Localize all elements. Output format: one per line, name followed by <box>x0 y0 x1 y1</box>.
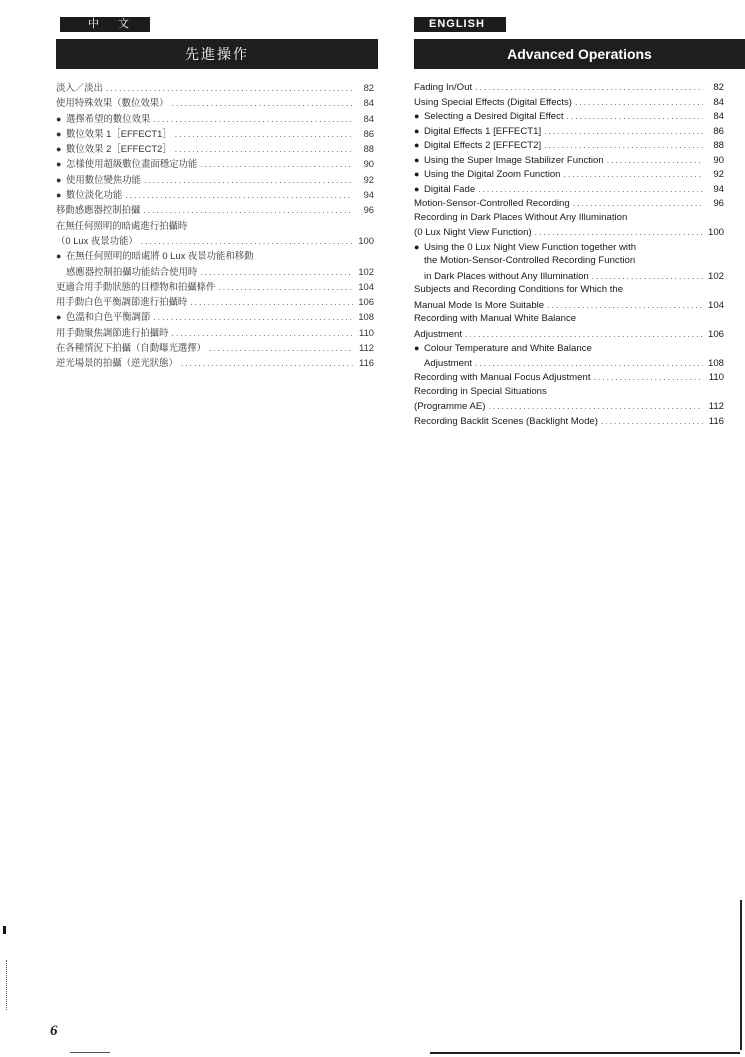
dot-leader <box>564 167 703 182</box>
toc-entry-title: 逆光場景的拍攝（逆光狀態） <box>56 357 178 369</box>
toc-entry-page: 106 <box>358 296 374 308</box>
dot-leader <box>475 80 703 95</box>
toc-entry-title: 淡入／淡出 <box>56 82 103 93</box>
toc-entry-title: Using the 0 Lux Night View Function together with <box>424 241 637 253</box>
toc-entry[interactable] <box>414 414 724 429</box>
dot-leader <box>594 370 703 385</box>
toc-entry-page: 92 <box>713 169 724 180</box>
toc-entry[interactable] <box>414 399 724 414</box>
dot-leader <box>175 127 353 142</box>
toc-entry[interactable] <box>56 248 374 263</box>
toc-entry-page: 102 <box>358 265 374 277</box>
dot-leader <box>181 356 353 371</box>
page-edge-line <box>740 900 742 1050</box>
toc-entry[interactable] <box>414 385 724 400</box>
toc-entry[interactable] <box>414 80 724 95</box>
toc-entry-title: Digital Effects 1 [EFFECT1] <box>424 125 542 137</box>
toc-entry-page: 108 <box>707 357 724 369</box>
toc-entry[interactable] <box>56 187 374 202</box>
bullet-icon: ● <box>414 154 420 165</box>
toc-entry-title: 使用數位變焦功能 <box>66 173 142 185</box>
toc-entry[interactable] <box>56 279 374 294</box>
dot-leader <box>547 298 703 313</box>
toc-entry-page: 86 <box>713 125 724 137</box>
toc-entry-page: 86 <box>363 127 374 139</box>
section-header-chinese: 先進操作 <box>56 39 378 69</box>
table-of-contents-english <box>414 80 724 428</box>
toc-entry-title: 數位淡化功能 <box>66 189 123 201</box>
page-number: 6 <box>50 1023 58 1039</box>
toc-entry[interactable] <box>414 138 724 153</box>
toc-entry-page: 106 <box>707 328 724 340</box>
toc-entry[interactable] <box>414 269 724 284</box>
dot-leader <box>218 280 353 295</box>
toc-entry-page: 84 <box>713 96 724 108</box>
dot-leader <box>144 173 353 188</box>
bullet-icon: ● <box>56 190 62 201</box>
toc-entry-title: 移動感應器控制拍攝 <box>56 204 141 216</box>
dot-leader <box>573 196 703 211</box>
toc-entry-title: 色溫和白色平衡調節 <box>66 311 151 323</box>
toc-entry-title: 使用特殊效果（數位效果） <box>56 97 169 109</box>
toc-entry-page: 96 <box>713 198 724 209</box>
toc-entry-title: 數位效果 2［EFFECT2］ <box>66 143 172 155</box>
language-tab-chinese: 中 文 <box>60 17 150 32</box>
bottom-rule-left <box>70 1052 110 1053</box>
toc-entry[interactable] <box>414 283 724 298</box>
toc-entry-title: Recording with Manual White Balance <box>414 313 577 324</box>
toc-entry[interactable] <box>414 341 724 356</box>
toc-entry-title: Recording in Dark Places Without Any Illumination <box>414 211 628 223</box>
toc-entry-page: 84 <box>713 111 724 122</box>
toc-entry-page: 82 <box>713 82 724 93</box>
toc-entry-title: 在無任何照明的暗處進行拍攝時 <box>56 219 188 231</box>
toc-entry-page: 90 <box>363 158 374 170</box>
toc-entry-title: Selecting a Desired Digital Effect <box>424 111 564 122</box>
toc-entry-title: 用手動聚焦調節進行拍攝時 <box>56 326 169 338</box>
toc-entry-title: Adjustment <box>424 357 472 369</box>
dot-leader <box>209 341 353 356</box>
toc-entry-page: 102 <box>707 270 724 282</box>
toc-entry-page: 116 <box>359 357 374 369</box>
toc-entry[interactable] <box>56 294 374 309</box>
bullet-icon: ● <box>414 241 420 252</box>
toc-entry-title: Using the Super Image Stabilizer Function <box>424 154 604 166</box>
toc-entry-page: 94 <box>713 183 724 195</box>
bullet-icon: ● <box>414 169 420 179</box>
table-of-contents-chinese <box>56 80 374 371</box>
toc-entry-title: 更適合用手動狀態的目標物和拍攝條件 <box>56 280 216 292</box>
toc-entry[interactable] <box>414 370 724 385</box>
bullet-icon: ● <box>56 128 62 139</box>
dot-leader <box>153 310 353 325</box>
toc-entry-title: Motion-Sensor-Controlled Recording <box>414 198 570 209</box>
dot-leader <box>200 157 353 172</box>
language-tab-english: ENGLISH <box>414 17 506 32</box>
bullet-icon: ● <box>414 140 420 150</box>
toc-entry-page: 94 <box>363 189 374 201</box>
dot-leader <box>106 81 353 96</box>
toc-entry-title: 數位效果 1［EFFECT1］ <box>66 127 172 139</box>
toc-entry[interactable] <box>56 111 374 126</box>
toc-entry-page: 112 <box>708 401 724 412</box>
toc-entry-page: 112 <box>359 342 374 354</box>
bottom-rule <box>430 1052 740 1054</box>
toc-entry-title: （0 Lux 夜景功能） <box>56 234 138 246</box>
dot-leader <box>575 95 703 110</box>
toc-entry-title: Manual Mode Is More Suitable <box>414 299 545 311</box>
toc-entry-title: in Dark Places without Any Illumination <box>424 270 589 282</box>
dot-leader <box>125 188 353 203</box>
toc-entry[interactable] <box>56 80 374 95</box>
toc-entry[interactable] <box>414 298 724 313</box>
dot-leader <box>567 109 703 124</box>
bullet-icon: ● <box>56 251 62 262</box>
toc-entry-page: 104 <box>707 299 724 311</box>
bullet-icon: ● <box>414 125 420 136</box>
toc-entry[interactable] <box>56 95 374 110</box>
dot-leader <box>535 225 703 240</box>
dot-leader <box>475 356 703 371</box>
toc-entry-title: 在各種情況下拍攝（自動曝光選擇） <box>56 342 207 354</box>
toc-entry[interactable] <box>56 355 374 370</box>
bullet-icon: ● <box>56 144 62 155</box>
toc-entry[interactable] <box>414 327 724 342</box>
toc-entry[interactable] <box>414 225 724 240</box>
toc-entry-title: Colour Temperature and White Balance <box>424 343 592 354</box>
toc-entry[interactable] <box>56 126 374 141</box>
toc-entry-title: Digital Fade <box>424 183 476 195</box>
bullet-icon: ● <box>414 343 420 353</box>
toc-entry[interactable] <box>56 264 374 279</box>
dot-leader <box>190 295 353 310</box>
dot-leader <box>153 112 353 127</box>
margin-dotted-line <box>6 960 8 1010</box>
toc-entry[interactable] <box>414 254 724 269</box>
toc-entry-page: 92 <box>363 173 374 185</box>
toc-entry-page: 100 <box>707 227 724 238</box>
toc-entry-title: Using the Digital Zoom Function <box>424 169 561 180</box>
toc-entry[interactable] <box>414 196 724 211</box>
toc-entry[interactable] <box>56 141 374 156</box>
toc-entry-title: 在無任何照明的暗處將 0 Lux 夜景功能和移動 <box>66 250 254 262</box>
toc-entry-title: 選擇希望的數位效果 <box>66 112 151 124</box>
toc-entry-title: Recording in Special Situations <box>414 385 547 397</box>
dot-leader <box>175 142 353 157</box>
toc-entry[interactable] <box>414 312 724 327</box>
toc-entry-page: 84 <box>363 112 374 124</box>
toc-entry[interactable] <box>414 356 724 371</box>
dot-leader <box>478 182 703 197</box>
toc-entry[interactable] <box>414 211 724 226</box>
toc-entry-title: Digital Effects 2 [EFFECT2] <box>424 140 542 151</box>
toc-entry-title: (0 Lux Night View Function) <box>414 227 532 238</box>
toc-entry-page: 82 <box>363 82 374 93</box>
toc-entry[interactable] <box>414 153 724 168</box>
toc-entry[interactable] <box>56 202 374 217</box>
toc-entry-title: Adjustment <box>414 328 462 340</box>
dot-leader <box>607 153 703 168</box>
toc-entry-page: 108 <box>358 311 374 323</box>
toc-entry[interactable] <box>56 309 374 324</box>
toc-entry-page: 84 <box>363 97 374 109</box>
bullet-icon: ● <box>56 113 62 124</box>
dot-leader <box>592 269 703 284</box>
toc-entry-page: 90 <box>713 154 724 166</box>
toc-entry[interactable] <box>414 182 724 197</box>
toc-entry-page: 96 <box>363 204 374 216</box>
toc-entry-title: Subjects and Recording Conditions for Which the <box>414 284 624 295</box>
dot-leader <box>544 138 703 153</box>
toc-entry[interactable] <box>414 95 724 110</box>
toc-entry-page: 88 <box>713 140 724 151</box>
toc-entry-title: 用手動白色平衡調節進行拍攝時 <box>56 296 188 308</box>
dot-leader <box>465 327 703 342</box>
dot-leader <box>172 326 353 341</box>
bullet-icon: ● <box>56 174 62 185</box>
toc-entry-title: (Programme AE) <box>414 401 486 412</box>
dot-leader <box>601 414 703 429</box>
dot-leader <box>143 203 353 218</box>
toc-entry-page: 100 <box>358 234 374 246</box>
toc-entry-title: Recording with Manual Focus Adjustment <box>414 372 591 383</box>
toc-entry[interactable] <box>56 156 374 171</box>
toc-entry-title: Using Special Effects (Digital Effects) <box>414 96 573 108</box>
bullet-icon: ● <box>56 312 62 323</box>
toc-entry-page: 110 <box>359 326 374 338</box>
toc-entry-page: 104 <box>358 280 374 292</box>
toc-entry[interactable] <box>414 240 724 255</box>
bullet-icon: ● <box>414 183 420 194</box>
bullet-icon: ● <box>56 159 62 170</box>
dot-leader <box>488 399 703 414</box>
margin-mark <box>3 926 6 934</box>
toc-entry-page: 88 <box>363 143 374 155</box>
dot-leader <box>172 96 353 111</box>
toc-entry[interactable] <box>56 325 374 340</box>
dot-leader <box>141 234 353 249</box>
toc-entry-title: 怎樣使用超級數位畫面穩定功能 <box>66 158 198 170</box>
toc-entry-page: 116 <box>708 415 724 427</box>
toc-entry[interactable] <box>56 233 374 248</box>
toc-entry-title: the Motion-Sensor-Controlled Recording Function <box>424 255 636 266</box>
toc-entry-title: Fading In/Out <box>414 82 473 93</box>
toc-entry-title: 感應器控制拍攝功能結合使用時 <box>66 265 198 277</box>
section-header-english: Advanced Operations <box>414 39 745 69</box>
toc-entry[interactable] <box>414 124 724 139</box>
toc-entry-title: Recording Backlit Scenes (Backlight Mode) <box>414 415 598 427</box>
dot-leader <box>544 124 703 139</box>
toc-entry[interactable] <box>56 218 374 233</box>
bullet-icon: ● <box>414 111 420 121</box>
toc-entry-page: 110 <box>708 372 724 383</box>
toc-entry[interactable] <box>56 340 374 355</box>
toc-entry[interactable] <box>414 109 724 124</box>
toc-entry[interactable] <box>414 167 724 182</box>
dot-leader <box>200 265 353 280</box>
toc-entry[interactable] <box>56 172 374 187</box>
